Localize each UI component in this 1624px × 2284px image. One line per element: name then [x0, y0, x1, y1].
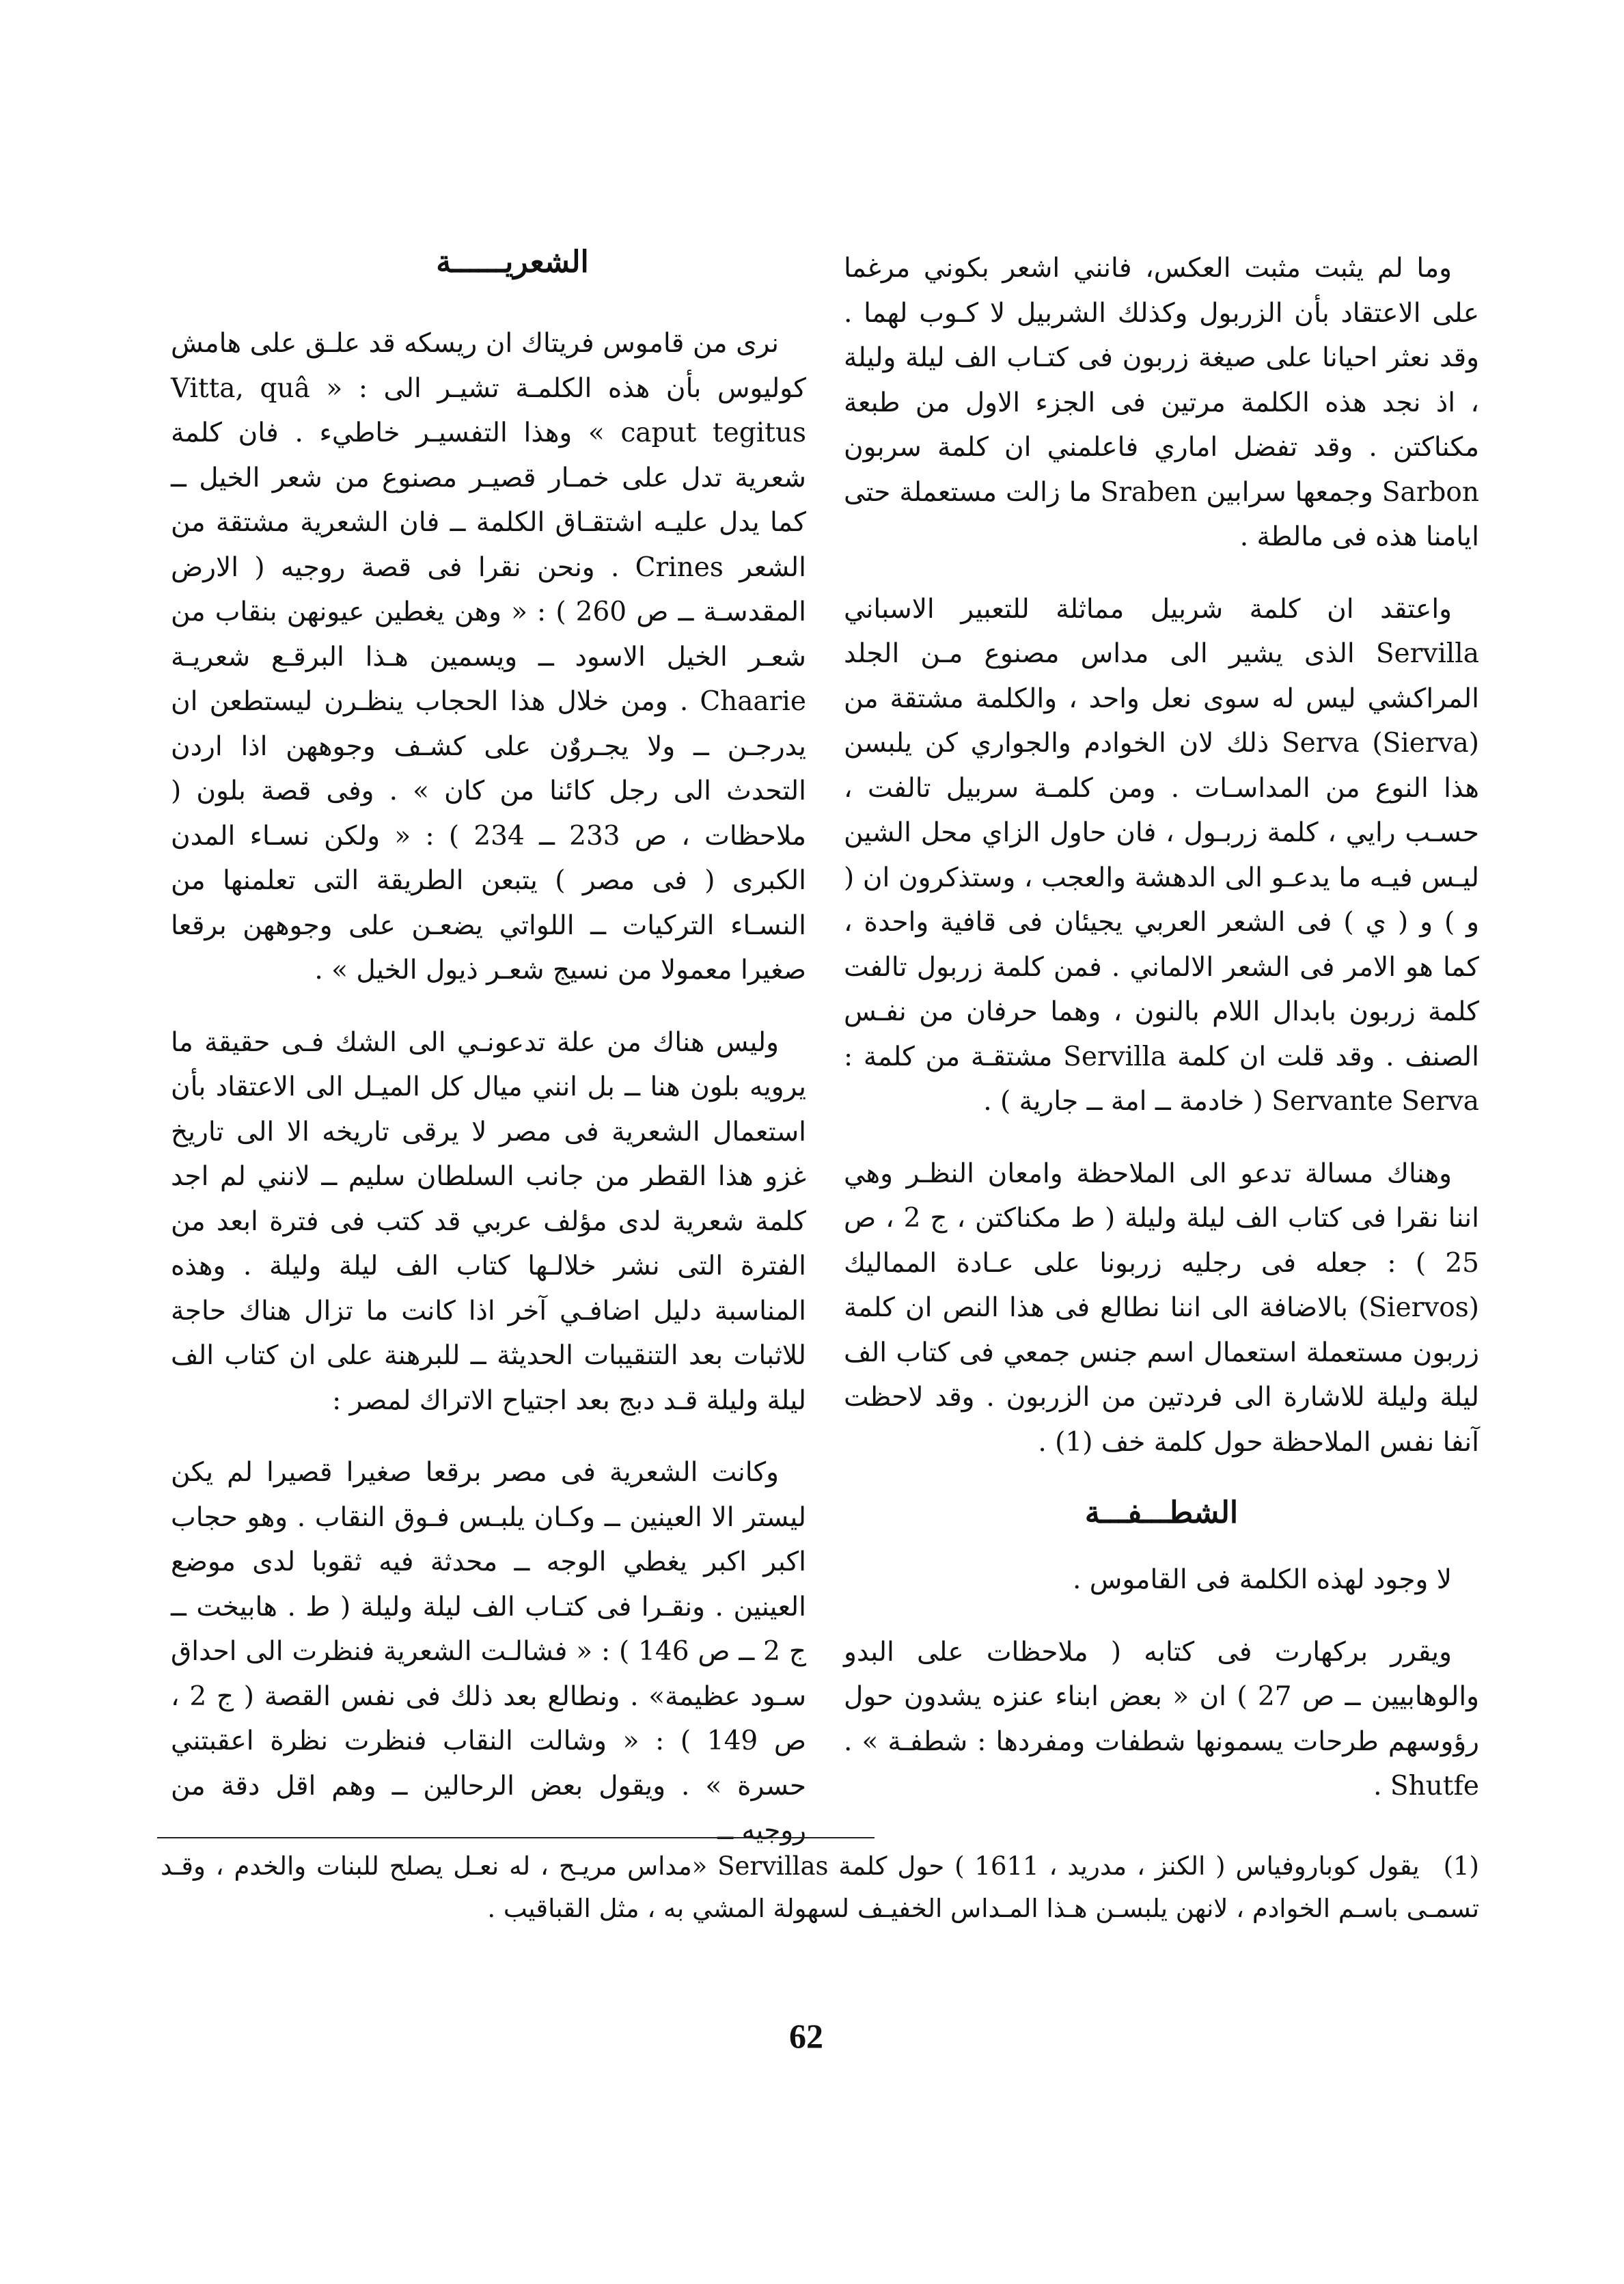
paragraph: لا وجود لهذه الكلمة فى القاموس .	[1073, 1564, 1452, 1595]
paragraph: ويقرر بركهارت فى كتابه ( ملاحظات على البدو والوهابيين ــ ص 27 ) ان « بعض ابناء عنزه يشدون حول رؤوسهم طرحات يسمونها شطفات ومفردها : شطفـة » . Shutfe .	[844, 1636, 1480, 1802]
footnote-text: يقول كوباروفياس ( الكنز ، مدريد ، 1611 ) حول كلمة Servillas «مداس مريـح ، له نعـل يصلح للبنات والخدم ، وقـد تسمـى باسـم الخوادم ، لانهن يلبسـن هـذا المـداس الخفيـف لسهولة المشي به ، مثل القباقيب .	[161, 1851, 1479, 1923]
paragraph: وما لم يثبت مثبت العكس، فانني اشعر بكوني مرغما على الاعتقاد بأن الزربول وكذلك الشربيل لا كـوب لهما . وقد نعثر احيانا على صيغة زربون فى كتـاب الف ليلة وليلة ، اذ نجد هذه الكلمة مرتين فى الجزء الاول من طبعة مكناكتن . وقد تفضل اماري فاعلمني ان كلمة سربون Sarbon وجمعها سرابين Sraben ما زالت مستعملة حتى ايامنا هذه فى مالطة .	[844, 253, 1479, 552]
paragraph: نرى من قاموس فريتاك ان ريسكه قد علـق على هامش كوليوس بأن هذه الكلمـة تشيـر الى : « Vitta, quâ caput tegitus » وهذا التفسيـر خاطيء . فان كلمة شعرية تدل على خمـار قصيـر مصنوع من شعر الخيل ــ كما يدل عليـه اشتقـاق الكلمة ــ فان الشعرية مشتقة من الشعر Crines . ونحن نقرا فى قصة روجيه ( الارض المقدسـة ــ ص 260 ) : « وهن يغطين عيونهن بنقاب من شعـر الخيل الاسود ــ ويسمين هـذا البرقـع شعريـة Chaarie . ومن خلال هذا الحجاب ينظـرن ليستطعن ان يدرجـن ــ ولا يجـروٌن على كشـف وجوههن اذا اردن التحدث الى رجل كائنا من كان » . وفى قصة بلون ( ملاحظات ، ص 233 ــ 234 ) : « ولكن نسـاء المدن الكبرى ( فى مصر ) يتبعن الطريقة التى تعلمنها من النسـاء التركيات ــ اللواتي يضعـن على وجوههن برقعا صغيرا معمولا من نسيج شعـر ذيول الخيل » .	[171, 328, 807, 985]
footnote	[161, 1845, 1479, 1930]
page-number: 62	[789, 2017, 823, 2055]
section-heading-shaariya: الشعريــــــة	[436, 245, 589, 280]
paragraph: وهناك مسالة تدعو الى الملاحظة وامعان النظـر وهي اننا نقرا فى كتاب الف ليلة وليلة ( ط مكناكتن ، ج 2 ، ص 25 ) : جعله فى رجليه زربونا على عـادة المماليك (Siervos) بالاضافة الى اننا نطالع فى هذا النص ان كلمة زربون مستعملة استعمال اسم جنس جمعي فى كتاب الف ليلة وليلة للاشارة الى فردتين من الزربون . وقد لاحظت آنفا نفس الملاحظة حول كلمة خف (1) .	[844, 1158, 1479, 1458]
paragraph: وكانت الشعرية فى مصر برقعا صغيرا قصيرا لم يكن ليستر الا العينين ــ وكـان يلبـس فـوق النقاب . وهو حجاب اكبر اكبر يغطي الوجه ــ محدثة فيه ثقوبا لدى موضع العينين . ونقـرا فى كتـاب الف ليلة وليلة ( ط . هابيخت ــ ج 2 ــ ص 146 ) : « فشالـت الشعرية فنظرت الى احداق سـود عظيمة» . ونطالع بعد ذلك فى نفس القصة ( ج 2 ، ص 149 ) : « وشالت النقاب فنظرت نظرة اعقبتني حسرة » . ويقول بعض الرحالين ــ وهم اقل دقة من روجيه ــ	[171, 1457, 807, 1846]
paragraph: وليس هناك من علة تدعونـي الى الشك فـى حقيقة ما يرويه بلون هنا ــ بل انني ميال كل الميـل الى الاعتقاد بأن استعمال الشعرية فى مصر لا يرقى تاريخه الا الى تاريخ غزو هذا القطر من جانب السلطان سليم ــ لانني لم اجد كلمة شعرية لدى مؤلف عربي قد كتب فى فترة ابعد من الفترة التى نشر خلالـها كتاب الف ليلة وليلة . وهذه المناسبة دليل اضافـي آخر اذا كانت ما تزال هناك حاجة للاثبات بعد التنقيبات الحديثة ــ للبرهنة على ان كتاب الف ليلة وليلة قـد دبج بعد اجتياح الاتراك لمصر :	[171, 1027, 806, 1416]
right-column	[844, 246, 1479, 1809]
section-heading-shatfa: الشطـــفـــة	[1084, 1495, 1239, 1530]
footnote-marker: (1)	[1443, 1851, 1479, 1881]
paragraph: واعتقد ان كلمة شربيل مماثلة للتعبير الاسباني Servilla الذى يشير الى مداس مصنوع مـن الجلد المراكشي ليس له سوى نعل واحد ، والكلمة مشتقة من Serva (Sierva) ذلك لان الخوادم والجواري كن يلبسن هذا النوع من المداسـات . ومن كلمـة سربيل تالفت ، حسـب رايي ، كلمة زربـول ، فان حاول الزاي محل الشين ليـس فيـه ما يدعـو الى الدهشة والعجب ، وستذكرون ان ( و ) و ( ي ) فى الشعر العربي يجيئان فى قافية واحدة ، كما هو الامر فى الشعر الالماني . فمن كلمة زربول تالفت كلمة زربون بابدال اللام بالنون ، وهما حرفان من نفـس الصنف . وقد قلت ان كلمة Servilla مشتقـة من كلمة : Servante Serva ( خادمة ــ امة ــ جارية ) .	[844, 593, 1479, 1117]
section-shatfa	[844, 1558, 1479, 1809]
footnote-divider	[157, 1837, 875, 1838]
left-column	[171, 321, 806, 1853]
